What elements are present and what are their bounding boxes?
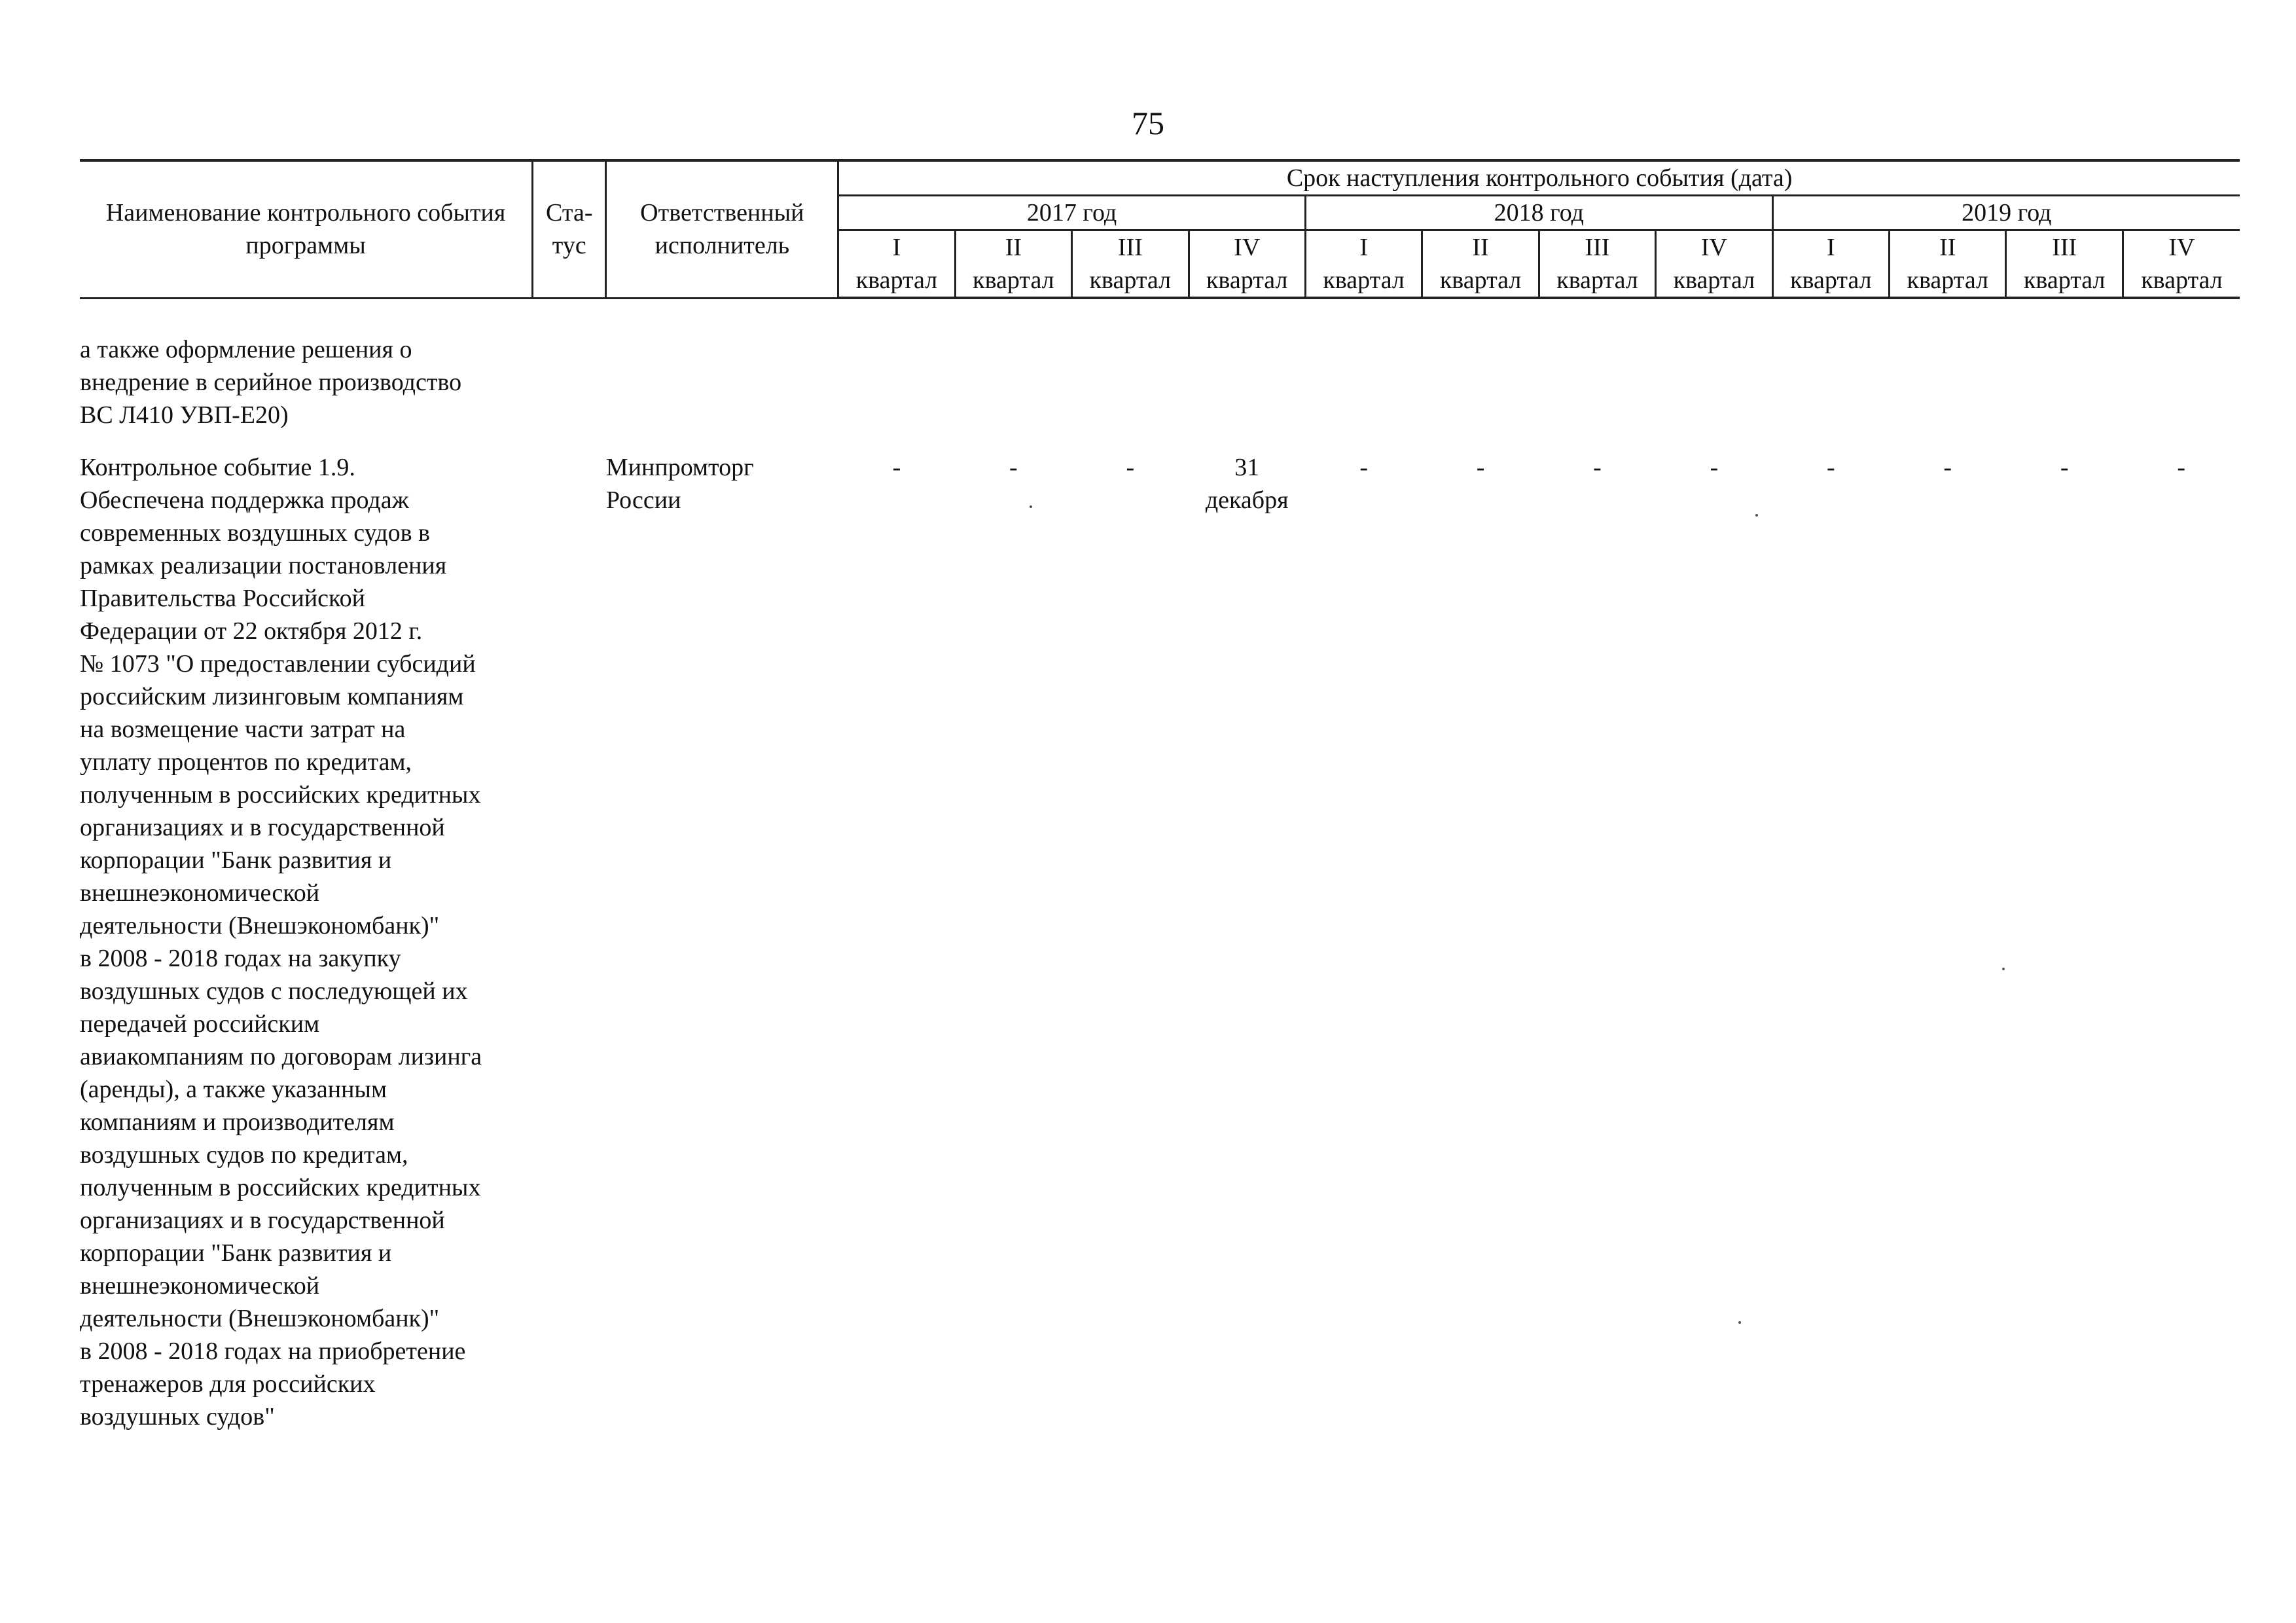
header-quarter-3-4 <box>2123 230 2240 299</box>
header-row-1 <box>80 160 2240 196</box>
quarter-word: квартал <box>1439 266 1522 294</box>
quarter-word: квартал <box>1089 266 1172 294</box>
quarter-word: квартал <box>973 266 1054 294</box>
quarter-value-cell <box>1072 333 1189 451</box>
quarter-value-cell <box>2006 333 2123 451</box>
header-quarter-1-2 <box>955 230 1071 299</box>
quarter-word: квартал <box>1907 266 1989 294</box>
quarter-value-cell: - <box>1476 454 1485 481</box>
header-quarter-2-3 <box>1539 230 1655 299</box>
quarter-value-cell: - <box>892 454 901 481</box>
header-quarter-1-3 <box>1072 230 1189 299</box>
spacer-row <box>80 298 2240 333</box>
header-quarter-2-2 <box>1422 230 1539 299</box>
quarter-numeral: III <box>1585 234 1610 261</box>
quarter-value-cell: 31 декабря <box>1205 454 1289 514</box>
executor-cell: Минпромторг России <box>605 454 754 514</box>
quarter-value-cell <box>1422 333 1539 451</box>
header-quarter-1-4 <box>1189 230 1305 299</box>
header-year-2017: 2017 год <box>838 196 1306 230</box>
quarter-word: квартал <box>1790 266 1872 294</box>
quarter-value-cell: - <box>2060 454 2069 481</box>
quarter-value-cell <box>2123 333 2240 451</box>
quarter-word: квартал <box>1323 266 1405 294</box>
header-quarter-2-4 <box>1656 230 1772 299</box>
quarter-value-cell <box>955 333 1071 451</box>
quarter-numeral: II <box>1472 234 1489 261</box>
quarter-value-cell: - <box>1943 454 1952 481</box>
quarter-value-cell <box>1189 333 1305 451</box>
header-executor: Ответственный исполнитель <box>606 160 838 298</box>
quarter-numeral: II <box>1005 234 1022 261</box>
header-event-name: Наименование контрольного события программы <box>80 160 533 298</box>
control-events-table <box>80 159 2240 1433</box>
event-name-cell: а также оформление решения о внедрение в серийное производство ВС Л410 УВП-Е20) <box>80 336 462 429</box>
quarter-value-cell: - <box>1126 454 1135 481</box>
status-cell <box>533 451 606 1433</box>
header-year-2019: 2019 год <box>1772 196 2240 230</box>
header-deadline-title: Срок наступления контрольного события (дата) <box>838 160 2240 196</box>
quarter-numeral: II <box>1939 234 1956 261</box>
header-status: Ста- тус <box>533 160 606 298</box>
quarter-value-cell: - <box>1710 454 1719 481</box>
quarter-value-cell: - <box>1009 454 1018 481</box>
quarter-value-cell <box>838 333 955 451</box>
header-quarter-3-1 <box>1772 230 1889 299</box>
event-name-cell: Контрольное событие 1.9. Обеспечена поддержка продаж современных воздушных судов в рамках реализации постановления Правительства Российской Федерации от 22 октября 2012 г. № 1073 "О предоставлении субсидий российским лизинговым компаниям на возмещение части затрат на уплату процентов по кредитам, полученным в российских кредитных организациях и в государственной корпорации "Банк развития и внешнеэкономической деятельности (Внешэкономбанк)" в 2008 - 2018 годах на закупку воздушных судов с последующей их передачей российским авиакомпаниям по договорам лизинга (аренды), а также указанным компаниям и производителям воздушных судов по кредитам, полученным в российских кредитных организациях и в государственной корпорации "Банк развития и внешнеэкономической деятельности (Внешэкономбанк)" в 2008 - 2018 годах на приобретение тренажеров для российских воздушных судов" <box>80 454 482 1431</box>
quarter-value-cell <box>1305 333 1422 451</box>
quarter-numeral: I <box>892 234 901 261</box>
quarter-value-cell: - <box>1593 454 1602 481</box>
header-quarter-1-1 <box>838 230 955 299</box>
scan-speck <box>1738 1321 1741 1324</box>
quarter-numeral: III <box>2052 234 2077 261</box>
quarter-value-cell <box>1890 333 2006 451</box>
header-quarter-2-1 <box>1305 230 1422 299</box>
quarter-word: квартал <box>1206 266 1288 294</box>
quarter-word: квартал <box>2023 266 2106 294</box>
quarter-numeral: IV <box>1700 234 1727 261</box>
quarter-numeral: III <box>1117 234 1143 261</box>
quarter-value-cell <box>1656 333 1772 451</box>
table-row <box>80 333 2240 451</box>
quarter-numeral: I <box>1827 234 1835 261</box>
page-number: 75 <box>1132 105 1164 141</box>
quarter-word: квартал <box>1673 266 1755 294</box>
quarter-value-cell: - <box>1359 454 1368 481</box>
quarter-word: квартал <box>2141 266 2223 294</box>
quarter-word: квартал <box>1556 266 1638 294</box>
quarter-numeral: I <box>1359 234 1368 261</box>
quarter-value-cell: - <box>2177 454 2186 481</box>
header-quarter-3-3 <box>2006 230 2123 299</box>
header-quarter-3-2 <box>1890 230 2006 299</box>
executor-cell <box>606 333 838 451</box>
quarter-numeral: IV <box>2168 234 2195 261</box>
header-year-2018: 2018 год <box>1305 196 1772 230</box>
quarter-numeral: IV <box>1234 234 1261 261</box>
status-cell <box>533 333 606 451</box>
quarter-value-cell <box>1772 333 1889 451</box>
quarter-word: квартал <box>855 266 938 294</box>
scan-speck <box>1030 505 1032 508</box>
scan-speck <box>1755 514 1758 517</box>
scan-speck <box>2002 968 2005 970</box>
quarter-value-cell <box>1539 333 1655 451</box>
table-row <box>80 451 2240 1433</box>
quarter-value-cell: - <box>1827 454 1835 481</box>
